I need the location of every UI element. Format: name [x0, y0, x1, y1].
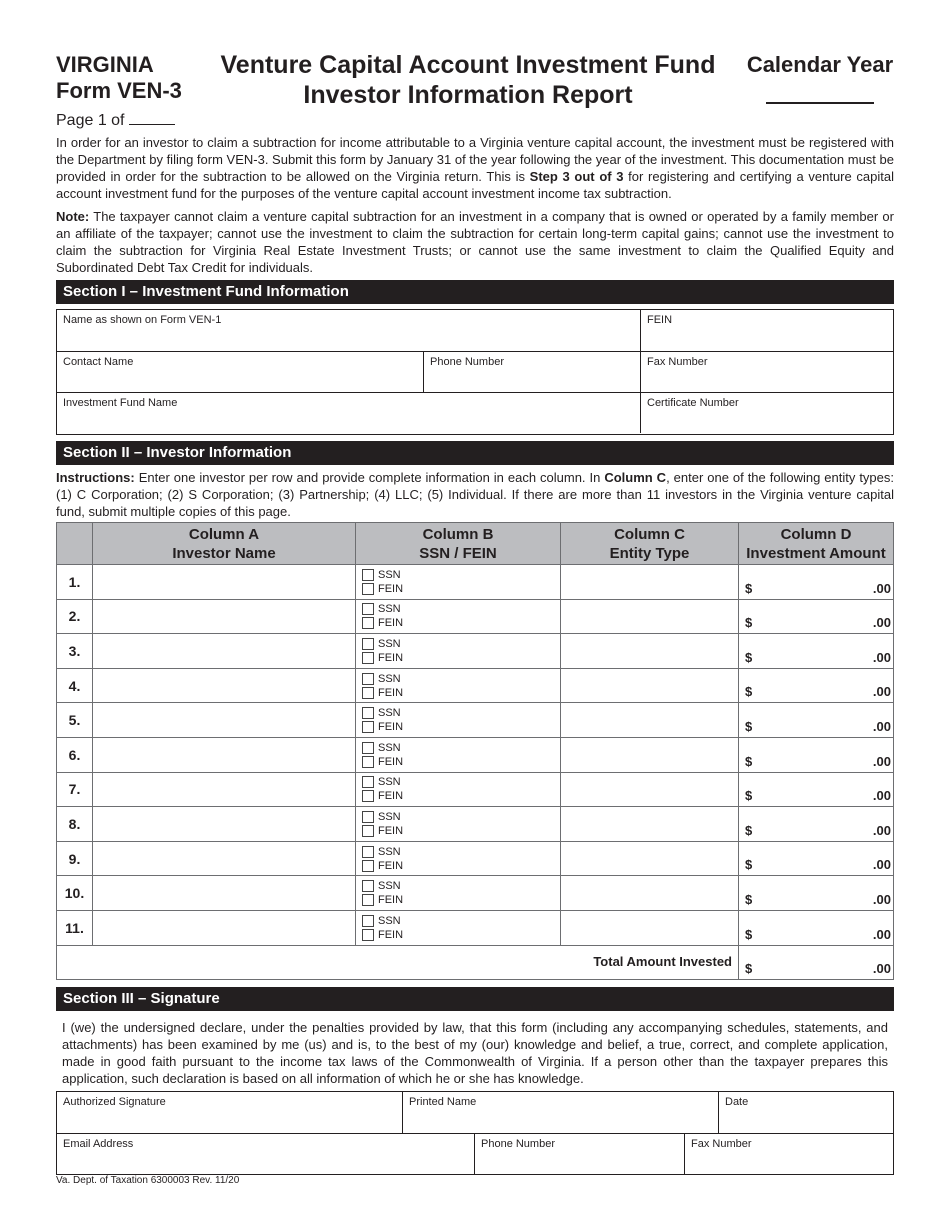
entity-type-field[interactable] [561, 668, 739, 703]
entity-type-field[interactable] [561, 703, 739, 738]
entity-type-field[interactable] [561, 876, 739, 911]
title-line-2: Investor Information Report [303, 81, 633, 109]
investment-amount-field[interactable]: $ .00 [739, 841, 894, 876]
section-3-header: Section III – Signature [56, 987, 894, 1011]
table-row [57, 703, 894, 738]
ssn-fein-cell [356, 841, 561, 876]
footer: Va. Dept. of Taxation 6300003 Rev. 11/20 [56, 1175, 240, 1186]
ssn-checkbox[interactable]: SSN [356, 672, 560, 686]
table-row [57, 634, 894, 669]
investment-amount-field[interactable]: $ .00 [739, 565, 894, 600]
ssn-fein-cell [356, 910, 561, 945]
column-b-header: Column B SSN / FEIN [356, 523, 561, 565]
row-number: 10. [57, 876, 93, 911]
fein-checkbox[interactable]: FEIN [356, 893, 560, 907]
entity-type-field[interactable] [561, 634, 739, 669]
column-a-header: Column A Investor Name [93, 523, 356, 565]
instructions: Instructions: Enter one investor per row and provide complete information in each column. In Column C, enter one of the following entity types: (1) C Corporation; (2) S Corporation; (3) Partnership; (4) LLC; (5) Individual. If there are more than 11 investors in the Virginia venture capital fund, submit multiple copies of this page. [56, 470, 895, 519]
row-number-header [57, 523, 93, 565]
checkbox-icon[interactable] [362, 569, 374, 581]
ssn-checkbox[interactable]: SSN [356, 810, 560, 824]
form-number: Form VEN-3 [56, 78, 182, 103]
ssn-checkbox[interactable]: SSN [356, 568, 560, 582]
row-number: 5. [57, 703, 93, 738]
entity-type-field[interactable] [561, 737, 739, 772]
page-label: Page 1 of [56, 112, 125, 129]
ssn-fein-cell [356, 876, 561, 911]
ssn-fein-cell [356, 772, 561, 807]
investment-amount-field[interactable]: $ .00 [739, 737, 894, 772]
ssn-fein-cell [356, 599, 561, 634]
investment-amount-field[interactable]: $ .00 [739, 599, 894, 634]
table-row [57, 807, 894, 842]
checkbox-icon[interactable] [362, 825, 374, 837]
signature-grid [56, 1091, 894, 1175]
table-row [57, 599, 894, 634]
page-total-field[interactable] [129, 110, 175, 125]
ssn-checkbox[interactable]: SSN [356, 879, 560, 893]
entity-type-field[interactable] [561, 565, 739, 600]
signature-field[interactable]: Authorized Signature [57, 1092, 403, 1133]
ssn-checkbox[interactable]: SSN [356, 775, 560, 789]
entity-type-field[interactable] [561, 910, 739, 945]
investor-name-field[interactable] [93, 737, 356, 772]
fein-checkbox[interactable]: FEIN [356, 859, 560, 873]
table-row [57, 668, 894, 703]
section-2-header: Section II – Investor Information [56, 441, 894, 465]
checkbox-icon[interactable] [362, 652, 374, 664]
state-label: VIRGINIA [56, 52, 154, 77]
fein-checkbox[interactable]: FEIN [356, 686, 560, 700]
checkbox-icon[interactable] [362, 673, 374, 685]
certificate-field[interactable]: Certificate Number [647, 397, 739, 409]
column-d-header: Column D Investment Amount [739, 523, 894, 565]
fein-checkbox[interactable]: FEIN [356, 755, 560, 769]
fein-checkbox[interactable]: FEIN [356, 928, 560, 942]
checkbox-icon[interactable] [362, 583, 374, 595]
page-title [210, 50, 726, 110]
table-row [57, 772, 894, 807]
fein-checkbox[interactable]: FEIN [356, 616, 560, 630]
fein-field[interactable]: FEIN [647, 314, 673, 326]
fein-checkbox[interactable]: FEIN [356, 651, 560, 665]
row-number: 2. [57, 599, 93, 634]
row-number: 7. [57, 772, 93, 807]
investor-name-field[interactable] [93, 634, 356, 669]
phone-field[interactable]: Phone Number [424, 352, 641, 392]
page-counter [56, 110, 175, 130]
fax-field[interactable]: Fax Number [647, 356, 708, 368]
ssn-checkbox[interactable]: SSN [356, 845, 560, 859]
checkbox-icon[interactable] [362, 638, 374, 650]
checkbox-icon[interactable] [362, 846, 374, 858]
fund-name-field[interactable]: Investment Fund Name [57, 393, 641, 433]
checkbox-icon[interactable] [362, 742, 374, 754]
checkbox-icon[interactable] [362, 860, 374, 872]
investor-name-field[interactable] [93, 807, 356, 842]
section-1-grid [56, 309, 894, 435]
row-number: 6. [57, 737, 93, 772]
investment-amount-field[interactable]: $ .00 [739, 807, 894, 842]
sig-phone-field[interactable]: Phone Number [475, 1134, 685, 1174]
table-row [57, 910, 894, 945]
section-1-header: Section I – Investment Fund Information [56, 280, 894, 304]
entity-type-field[interactable] [561, 807, 739, 842]
investment-amount-field[interactable]: $ .00 [739, 772, 894, 807]
checkbox-icon[interactable] [362, 894, 374, 906]
checkbox-icon[interactable] [362, 617, 374, 629]
investor-name-field[interactable] [93, 599, 356, 634]
investment-amount-field[interactable]: $ .00 [739, 703, 894, 738]
column-c-header: Column C Entity Type [561, 523, 739, 565]
investment-amount-field[interactable]: $ .00 [739, 634, 894, 669]
email-field[interactable]: Email Address [57, 1134, 475, 1174]
row-number: 1. [57, 565, 93, 600]
table-row [57, 565, 894, 600]
investor-name-field[interactable] [93, 876, 356, 911]
entity-type-field[interactable] [561, 841, 739, 876]
investor-name-field[interactable] [93, 841, 356, 876]
checkbox-icon[interactable] [362, 603, 374, 615]
investor-name-field[interactable] [93, 668, 356, 703]
declaration: I (we) the undersigned declare, under the penalties provided by law, that this form (including any accompanying schedules, statements, and attachments) has been examined by me (us) and is, to the best of my (our) knowledge and belief, a true, correct, and complete application, made in good faith pursuant to the income tax laws of the Commonwealth of Virginia. If a person other than the taxpayer prepares this application, such declaration is based on all information of which he or she has knowledge. [62, 1020, 888, 1086]
checkbox-icon[interactable] [362, 776, 374, 788]
investor-name-field[interactable] [93, 910, 356, 945]
checkbox-icon[interactable] [362, 929, 374, 941]
total-amount-field[interactable]: $ .00 [739, 945, 894, 979]
ssn-checkbox[interactable]: SSN [356, 637, 560, 651]
investor-name-field[interactable] [93, 703, 356, 738]
row-number: 8. [57, 807, 93, 842]
row-number: 4. [57, 668, 93, 703]
checkbox-icon[interactable] [362, 790, 374, 802]
row-number: 11. [57, 910, 93, 945]
total-row [57, 945, 894, 979]
checkbox-icon[interactable] [362, 707, 374, 719]
table-row [57, 876, 894, 911]
ssn-checkbox[interactable]: SSN [356, 914, 560, 928]
fein-checkbox[interactable]: FEIN [356, 789, 560, 803]
contact-name-field[interactable]: Contact Name [57, 352, 424, 392]
ssn-fein-cell [356, 737, 561, 772]
table-row [57, 841, 894, 876]
ssn-fein-cell [356, 807, 561, 842]
row-number: 3. [57, 634, 93, 669]
investment-amount-field[interactable]: $ .00 [739, 876, 894, 911]
investor-name-field[interactable] [93, 565, 356, 600]
ssn-fein-cell [356, 668, 561, 703]
table-row [57, 737, 894, 772]
intro-paragraph: In order for an investor to claim a subtraction for income attributable to a Virginia venture capital account, the investment must be registered with the Department by filing form VEN-3. Submit this form by January 31 of the year following the year of the investment. This documentation must be provided in order for the subtraction to be allowed on the Virginia return. This is Step 3 out of 3 for registering and certifying a venture capital account investment fund for the purposes of the venture capital account investment income tax subtraction. [56, 135, 894, 201]
fein-checkbox[interactable]: FEIN [356, 582, 560, 596]
ssn-checkbox[interactable]: SSN [356, 602, 560, 616]
form-id [56, 52, 182, 104]
name-vn1-field[interactable]: Name as shown on Form VEN-1 [57, 310, 641, 351]
printed-name-field[interactable]: Printed Name [403, 1092, 719, 1133]
checkbox-icon[interactable] [362, 687, 374, 699]
ssn-fein-cell [356, 565, 561, 600]
title-line-1: Venture Capital Account Investment Fund [220, 51, 716, 79]
ssn-checkbox[interactable]: SSN [356, 741, 560, 755]
checkbox-icon[interactable] [362, 721, 374, 733]
investor-table [56, 522, 894, 980]
entity-type-field[interactable] [561, 772, 739, 807]
date-field[interactable]: Date [725, 1096, 749, 1108]
checkbox-icon[interactable] [362, 811, 374, 823]
investment-amount-field[interactable]: $ .00 [739, 668, 894, 703]
ssn-fein-cell [356, 703, 561, 738]
fein-checkbox[interactable]: FEIN [356, 720, 560, 734]
fein-checkbox[interactable]: FEIN [356, 824, 560, 838]
calendar-year-label: Calendar Year [746, 52, 894, 77]
ssn-fein-cell [356, 634, 561, 669]
investor-name-field[interactable] [93, 772, 356, 807]
entity-type-field[interactable] [561, 599, 739, 634]
calendar-year-field[interactable] [766, 102, 874, 104]
checkbox-icon[interactable] [362, 756, 374, 768]
total-label: Total Amount Invested [57, 945, 739, 979]
checkbox-icon[interactable] [362, 915, 374, 927]
ssn-checkbox[interactable]: SSN [356, 706, 560, 720]
checkbox-icon[interactable] [362, 880, 374, 892]
sig-fax-field[interactable]: Fax Number [691, 1138, 752, 1150]
investment-amount-field[interactable]: $ .00 [739, 910, 894, 945]
note-paragraph: Note: The taxpayer cannot claim a venture capital subtraction for an investment in a company that is owned or operated by a family member or an affiliate of the taxpayer; cannot use the investment to claim the subtraction for certain long-term capital gains; cannot use the investment to claim the subtraction for Virginia Real Estate Investment Trusts; or cannot use the same investment to claim the Qualified Equity and Subordinated Debt Tax Credit for individuals. [56, 209, 894, 275]
row-number: 9. [57, 841, 93, 876]
